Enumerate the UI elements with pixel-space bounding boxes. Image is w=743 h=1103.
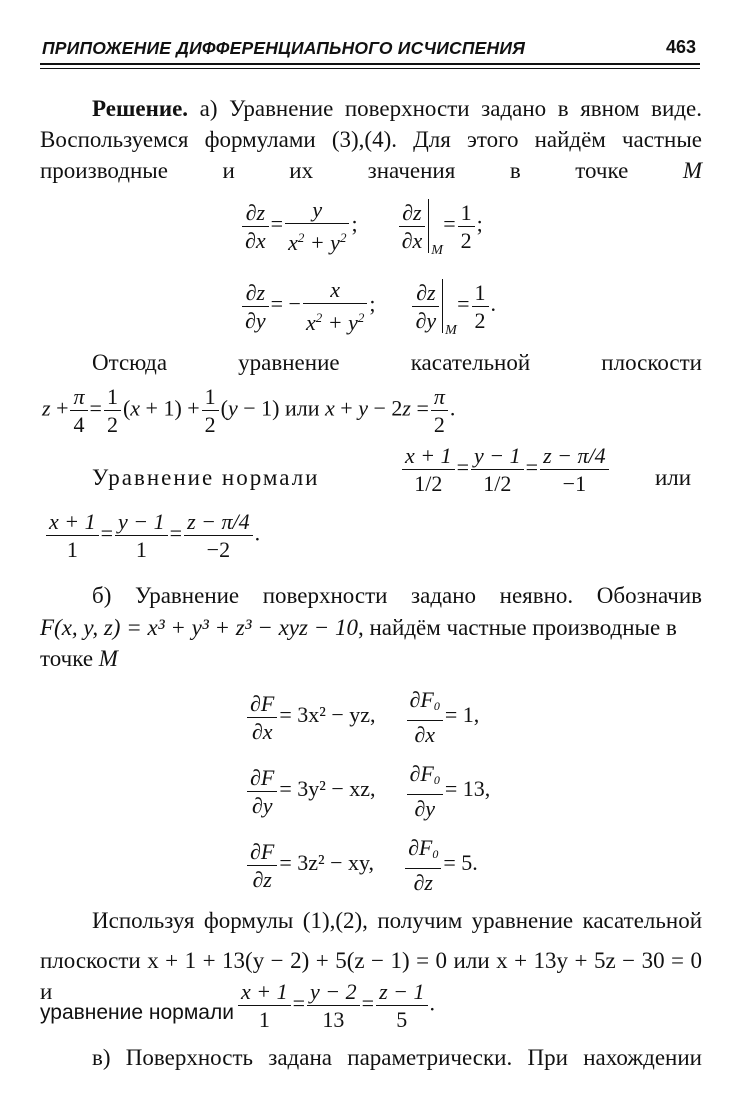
dF0-dx-value: = 1, — [444, 702, 480, 728]
normal-label-b-text: уравнение нормали — [40, 1001, 234, 1024]
normal-b-d2: 13 — [322, 1007, 345, 1032]
four-digit: 4 — [73, 412, 85, 437]
two-digit: 2 — [106, 412, 118, 437]
paragraph-using-formulas: Используя формулы (1),(2), получим уравнение касательной — [92, 908, 702, 933]
point-label: M — [682, 158, 702, 183]
normal-label-b — [40, 996, 234, 1028]
part-b-intro: б) Уравнение поверхности задано неявно. Обозначив — [92, 583, 702, 608]
paragraph-solution-b-cont — [40, 612, 702, 674]
header-rule-thick — [40, 63, 700, 65]
equation-normal-integer: $\frac{x + 1}{1}$ = $\frac{y - 1}{1}$ = $\frac{z - \pi/4}{-2}$ . — [44, 508, 260, 563]
header-title: ПРИПОЖЕНИЕ ДИФФЕРЕНЦИАПЬНОГО ИСЧИСПЕНИЯ — [42, 38, 526, 58]
normal-b-n2: y − 2 — [307, 978, 360, 1006]
paragraph-tangent-plane-b: плоскости x + 1 + 13(y − 2) + 5(z − 1) = 0 или x + 13y + 5z − 30 = 0 и — [40, 948, 702, 1004]
equation-dz-dx: $\frac{\partial z}{\partial x}$ = $\frac{y}{x^2 + y^2}$ ; $\frac{\partial z}{\partial x}$ M = $\frac{1}{2}$ ; — [240, 196, 483, 256]
solution-label: Решение. — [92, 96, 189, 121]
point-label-b: M — [98, 646, 118, 671]
part-b-text2: , найдём частные производные в точке — [40, 615, 677, 671]
normal-b-d1: 1 — [258, 1007, 270, 1032]
or-word: или — [655, 465, 692, 490]
normal-b-n1: x + 1 — [238, 978, 291, 1006]
dF0-dz-value: = 5. — [443, 850, 478, 876]
dF-dx-rhs: = 3x² − yz, — [279, 702, 376, 728]
equation-tangent-plane: z + $\frac{\pi}{4}$ = $\frac{1}{2}$ (x + 1) + $\frac{1}{2}$ (y − 1) или x + y − 2z = $\frac{\pi}{2}$ . — [42, 384, 456, 437]
paragraph-solution-a — [40, 93, 702, 186]
function-definition: F(x, y, z) = x³ + y³ + z³ − xyz − 10 — [40, 615, 358, 640]
normal-b-d3: 5 — [396, 1007, 408, 1032]
header-rule-thin — [40, 68, 700, 69]
equation-dz-dy: $\frac{\partial z}{\partial y}$ = − $\frac{x}{x^2 + y^2}$ ; $\frac{\partial z}{\partial y}$ M = $\frac{1}{2}$ . — [240, 276, 496, 336]
normal-label: Уравнение нормали — [92, 465, 320, 490]
equation-dF-dz: $\frac{\partial F}{\partial z}$ = 3z² − xy, $\frac{\partial F_0}{\partial z}$ = 5. — [245, 834, 478, 896]
solution-text: а) Уравнение поверхности задано в явном виде. Воспользуемся формулами (3),(4). Для этого найдём частные производные и их значения в точке — [40, 96, 702, 183]
dF0-dy-value: = 13, — [444, 776, 491, 802]
equation-dF-dy: $\frac{\partial F}{\partial y}$ = 3y² − xz, $\frac{\partial F_0}{\partial y}$ = 13, — [245, 760, 490, 822]
paragraph-solution-c: в) Поверхность задана параметрически. При нахождении — [92, 1045, 702, 1070]
pi-symbol: π — [70, 383, 87, 411]
dF-dz-rhs: = 3z² − xy, — [279, 850, 375, 876]
running-header — [40, 34, 698, 62]
normal-b-end: . — [429, 990, 436, 1016]
paragraph-tangent-intro: Отсюда уравнение касательной плоскости — [92, 350, 702, 375]
equation-dF-dx: $\frac{\partial F}{\partial x}$ = 3x² − yz, $\frac{\partial F_0}{\partial x}$ = 1, — [245, 686, 479, 748]
paragraph-solution-b — [40, 580, 702, 611]
dF-dy-rhs: = 3y² − xz, — [279, 776, 376, 802]
one-digit: 1 — [104, 383, 121, 411]
page-number: 463 — [665, 37, 696, 57]
normal-b-n3: z − 1 — [376, 978, 427, 1006]
equation-normal-fraction: $\frac{x + 1}{1/2}$ = $\frac{y - 1}{1/2}$ = $\frac{z - \pi/4}{-1}$ — [400, 442, 611, 497]
equation-normal-b: $\frac{x + 1}{1}$ = $\frac{y - 2}{13}$ = $\frac{z - 1}{5}$ . — [236, 978, 435, 1033]
